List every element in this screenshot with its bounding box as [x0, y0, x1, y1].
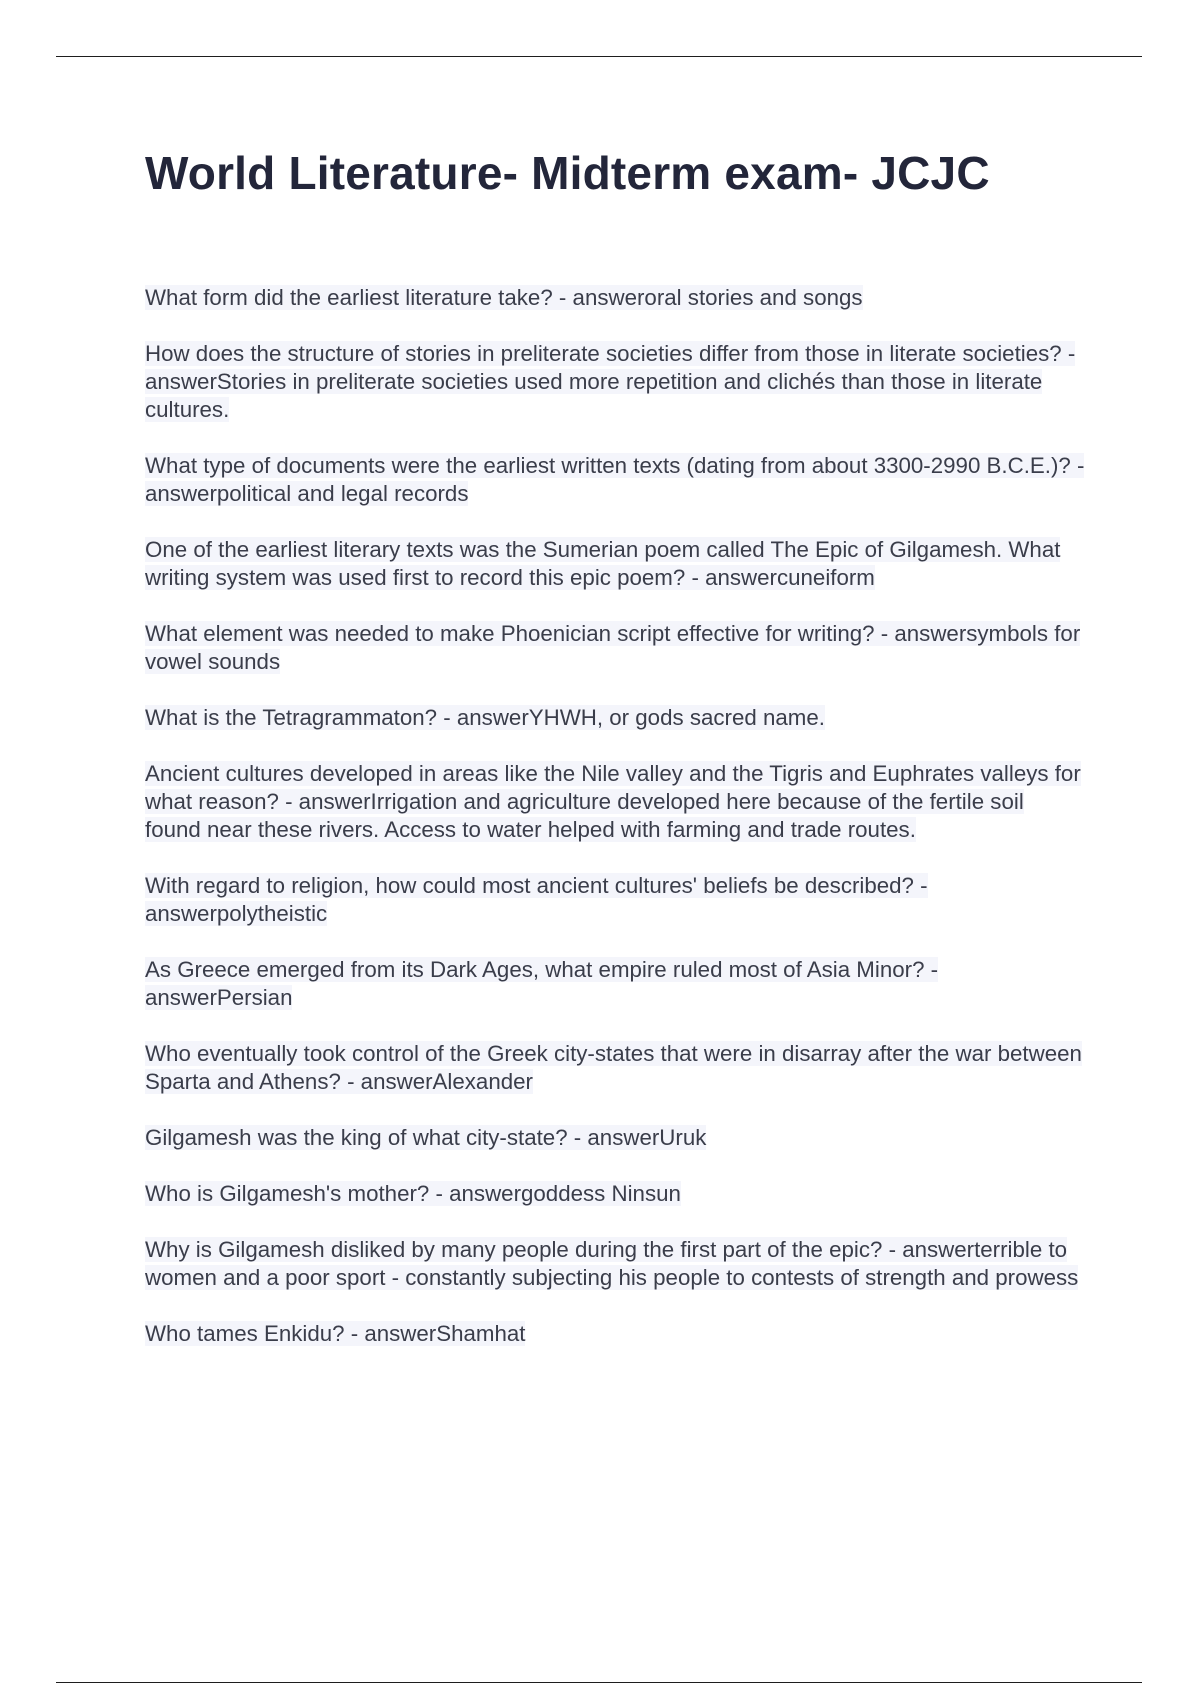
- qa-item: [145, 1320, 1085, 1348]
- qa-text: Who is Gilgamesh's mother? - answergoddess Ninsun: [145, 1181, 681, 1206]
- qa-item: [145, 872, 1085, 928]
- qa-item: [145, 760, 1085, 844]
- qa-text: Why is Gilgamesh disliked by many people during the first part of the epic? - answerterrible to women and a poor sport - constantly subjecting his people to contests of strength and prowess: [145, 1237, 1079, 1290]
- qa-item: [145, 536, 1085, 592]
- qa-item: [145, 1180, 1085, 1208]
- qa-item: [145, 1124, 1085, 1152]
- qa-text: Who tames Enkidu? - answerShamhat: [145, 1321, 526, 1346]
- qa-list: [145, 284, 1085, 1376]
- page-title: World Literature- Midterm exam- JCJC: [145, 147, 990, 199]
- qa-item: [145, 620, 1085, 676]
- qa-text: What element was needed to make Phoenician script effective for writing? - answersymbols for vowel sounds: [145, 621, 1081, 674]
- qa-text: Ancient cultures developed in areas like the Nile valley and the Tigris and Euphrates valleys for what reason? - answerIrrigation and agriculture developed here because of the fertile soil found near these rivers. Access to water helped with farming and trade routes.: [145, 761, 1081, 842]
- top-rule: [56, 56, 1142, 57]
- qa-item: [145, 340, 1085, 424]
- qa-item: [145, 956, 1085, 1012]
- qa-item: [145, 1040, 1085, 1096]
- qa-text: How does the structure of stories in preliterate societies differ from those in literate societies? - answerStories in preliterate societies used more repetition and clichés than those in literate cultures.: [145, 341, 1076, 422]
- qa-text: As Greece emerged from its Dark Ages, what empire ruled most of Asia Minor? - answerPersian: [145, 957, 939, 1010]
- qa-item: [145, 1236, 1085, 1292]
- qa-text: Who eventually took control of the Greek city-states that were in disarray after the war between Sparta and Athens? - answerAlexander: [145, 1041, 1082, 1094]
- bottom-rule: [56, 1682, 1142, 1683]
- qa-text: What form did the earliest literature take? - answeroral stories and songs: [145, 285, 863, 310]
- qa-text: What type of documents were the earliest written texts (dating from about 3300-2990 B.C.E.)? - answerpolitical and legal records: [145, 453, 1085, 506]
- qa-text: With regard to religion, how could most ancient cultures' beliefs be described? - answerpolytheistic: [145, 873, 928, 926]
- qa-text: Gilgamesh was the king of what city-state? - answerUruk: [145, 1125, 707, 1150]
- qa-text: What is the Tetragrammaton? - answerYHWH, or gods sacred name.: [145, 705, 825, 730]
- qa-item: [145, 284, 1085, 312]
- qa-item: [145, 704, 1085, 732]
- qa-text: One of the earliest literary texts was the Sumerian poem called The Epic of Gilgamesh. What writing system was used first to record this epic poem? - answercuneiform: [145, 537, 1061, 590]
- qa-item: [145, 452, 1085, 508]
